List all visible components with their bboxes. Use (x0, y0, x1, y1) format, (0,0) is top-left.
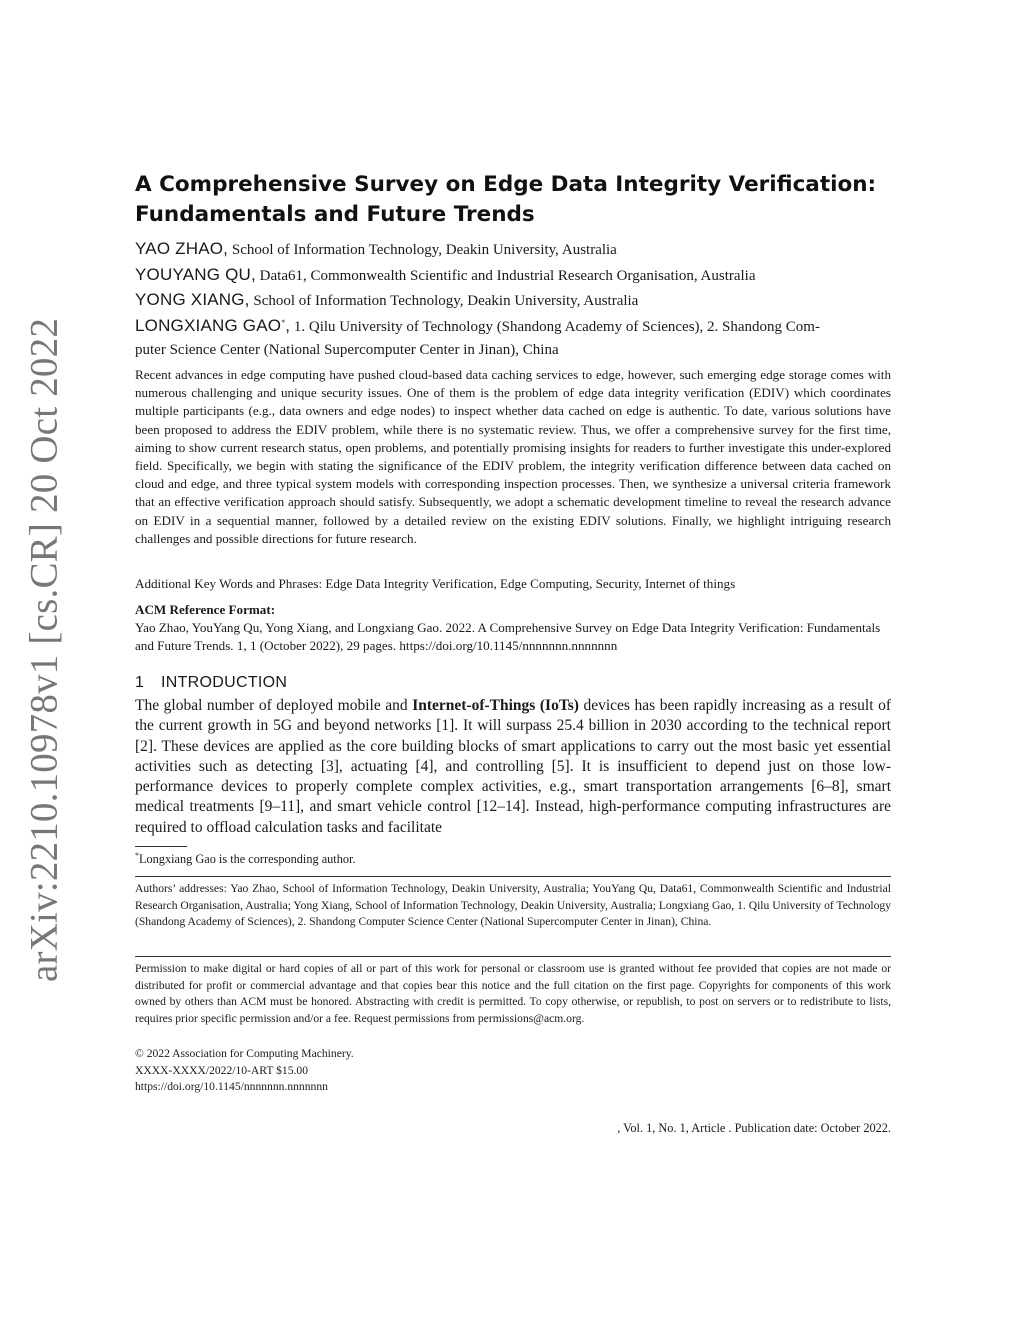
author-entry (135, 237, 891, 263)
authors-addresses: Authors’ addresses: Yao Zhao, School of Information Technology, Deakin University, Australia; YouYang Qu, Data61, Commonwealth Scientific and Industrial Research Organisation, Australia; Yong Xiang, School of Information Technology, Deakin University, Australia; Longxiang Gao, 1. Qilu University of Technology (Shandong Academy of Sciences), 2. Shandong Computer Science Center (National Supercomputer Center in Jinan), China. (135, 882, 891, 929)
addresses-divider (135, 876, 891, 877)
footnote-text: Longxiang Gao is the corresponding author. (139, 852, 356, 866)
author-name: YOUYANG QU, (135, 264, 256, 284)
author-entry (135, 314, 891, 340)
section-heading (135, 673, 891, 693)
copyright-line: © 2022 Association for Computing Machinery. (135, 1047, 354, 1060)
arxiv-identifier-stamp[interactable]: arXiv:2210.10978v1 [cs.CR] 20 Oct 2022 (22, 317, 66, 983)
page-footer: , Vol. 1, No. 1, Article . Publication date: October 2022. (617, 1121, 891, 1135)
article-code: XXXX-XXXX/2022/10-ART $15.00 (135, 1063, 308, 1077)
author-entry (135, 263, 891, 289)
title-line-1: A Comprehensive Survey on Edge Data Integrity Verification: (135, 172, 877, 197)
author-affiliation-continued: puter Science Center (National Supercomputer Center in Jinan), China (135, 342, 559, 359)
keywords: Additional Key Words and Phrases: Edge Data Integrity Verification, Edge Computing, Security, Internet of things (135, 576, 736, 591)
corresponding-author-marker[interactable]: * (281, 317, 286, 327)
footnote-marker: * (135, 850, 139, 860)
author-affiliation: School of Information Technology, Deakin University, Australia (228, 242, 617, 258)
intro-text-start: The global number of deployed mobile and (135, 697, 413, 714)
author-name: YAO ZHAO, (135, 239, 229, 258)
author-entry (135, 288, 891, 314)
author-affiliation: Data61, Commonwealth Scientific and Industrial Research Organisation, Australia (255, 267, 756, 284)
acm-reference-label: ACM Reference Format: (135, 602, 276, 617)
author-name: LONGXIANG GAO (135, 315, 282, 335)
acm-reference-format (135, 601, 891, 655)
introduction-paragraph (135, 696, 891, 838)
copyright-block (135, 1046, 891, 1096)
section-number: 1 (135, 674, 145, 691)
author-list (135, 237, 891, 363)
title-line-2: Fundamentals and Future Trends (135, 202, 535, 227)
section-title: INTRODUCTION (161, 674, 288, 691)
footnote (135, 851, 891, 867)
author-affiliation: 1. Qilu University of Technology (Shandong Academy of Sciences), 2. Shandong Com- (290, 318, 820, 335)
acm-reference-text: Yao Zhao, YouYang Qu, Yong Xiang, and Longxiang Gao. 2022. A Comprehensive Survey on Edge Data Integrity Verification: Fundamentals and Future Trends. 1, 1 (October 2022), 29 pages. https://doi.org/10.1145/nnnnnnn.nnnnnnn (135, 620, 881, 653)
footnote-divider (135, 846, 187, 847)
paper-title (135, 170, 891, 230)
author-affiliation: School of Information Technology, Deakin University, Australia (249, 293, 639, 310)
author-name-suffix: , (285, 315, 291, 335)
permission-divider (135, 956, 891, 957)
abstract: Recent advances in edge computing have pushed cloud-based data caching services to edge, however, such emerging edge storage comes with numerous challenging and unique security issues. One of them is the problem of edge data integrity verification (EDIV) which coordinates multiple participants (e.g., data owners and edge nodes) to inspect whether data cached on edge is authentic. To date, various solutions have been proposed to address the EDIV problem, while there is no systematic review. Thus, we offer a comprehensive survey for the first time, aiming to show current research status, open problems, and potentially promising insights for readers to further investigate this under-explored field. Specifically, we begin with stating the significance of the EDIV problem, the integrity verification difference between data cached on cloud and edge, and three typical system models with corresponding inspection processes. Then, we synthesize a universal criteria framework that an effective verification approach should satisfy. Subsequently, we adopt a schematic development timeline to reveal the research advance on EDIV in a sequential manner, followed by a detailed review on the existing EDIV solutions. Finally, we highlight intriguing research challenges and possible directions for future research. (135, 367, 891, 546)
intro-bold-term: Internet-of-Things (IoTs) (412, 697, 579, 714)
intro-text-rest: devices has been rapidly increasing as a result of the current growth in 5G and beyond networks [1]. It will surpass 25.4 billion in 2030 according to the technical report [2]. These devices are applied as the core building blocks of smart applications to carry out the most basic yet essential activities such as detecting [3], actuating [4], and controlling [5]. It is insufficient to depend just on those low-performance devices to properly complete complex activities, e.g., smart transportation arrangements [6–8], smart medical treatments [9–11], and smart vehicle control [12–14]. Instead, high-performance computing infrastructures are required to offload calculation tasks and facilitate (135, 697, 892, 836)
permission-notice: Permission to make digital or hard copies of all or part of this work for personal or classroom use is granted without fee provided that copies are not made or distributed for profit or commercial advantage and that copies bear this notice and the full citation on the first page. Copyrights for components of this work owned by others than ACM must be honored. Abstracting with credit is permitted. To copy otherwise, or republish, to post on servers or to redistribute to lists, requires prior specific permission and/or a fee. Request permissions from permissions@acm.org. (135, 962, 891, 1025)
author-name: YONG XIANG, (135, 290, 250, 310)
doi-link[interactable]: https://doi.org/10.1145/nnnnnnn.nnnnnnn (135, 1080, 328, 1094)
